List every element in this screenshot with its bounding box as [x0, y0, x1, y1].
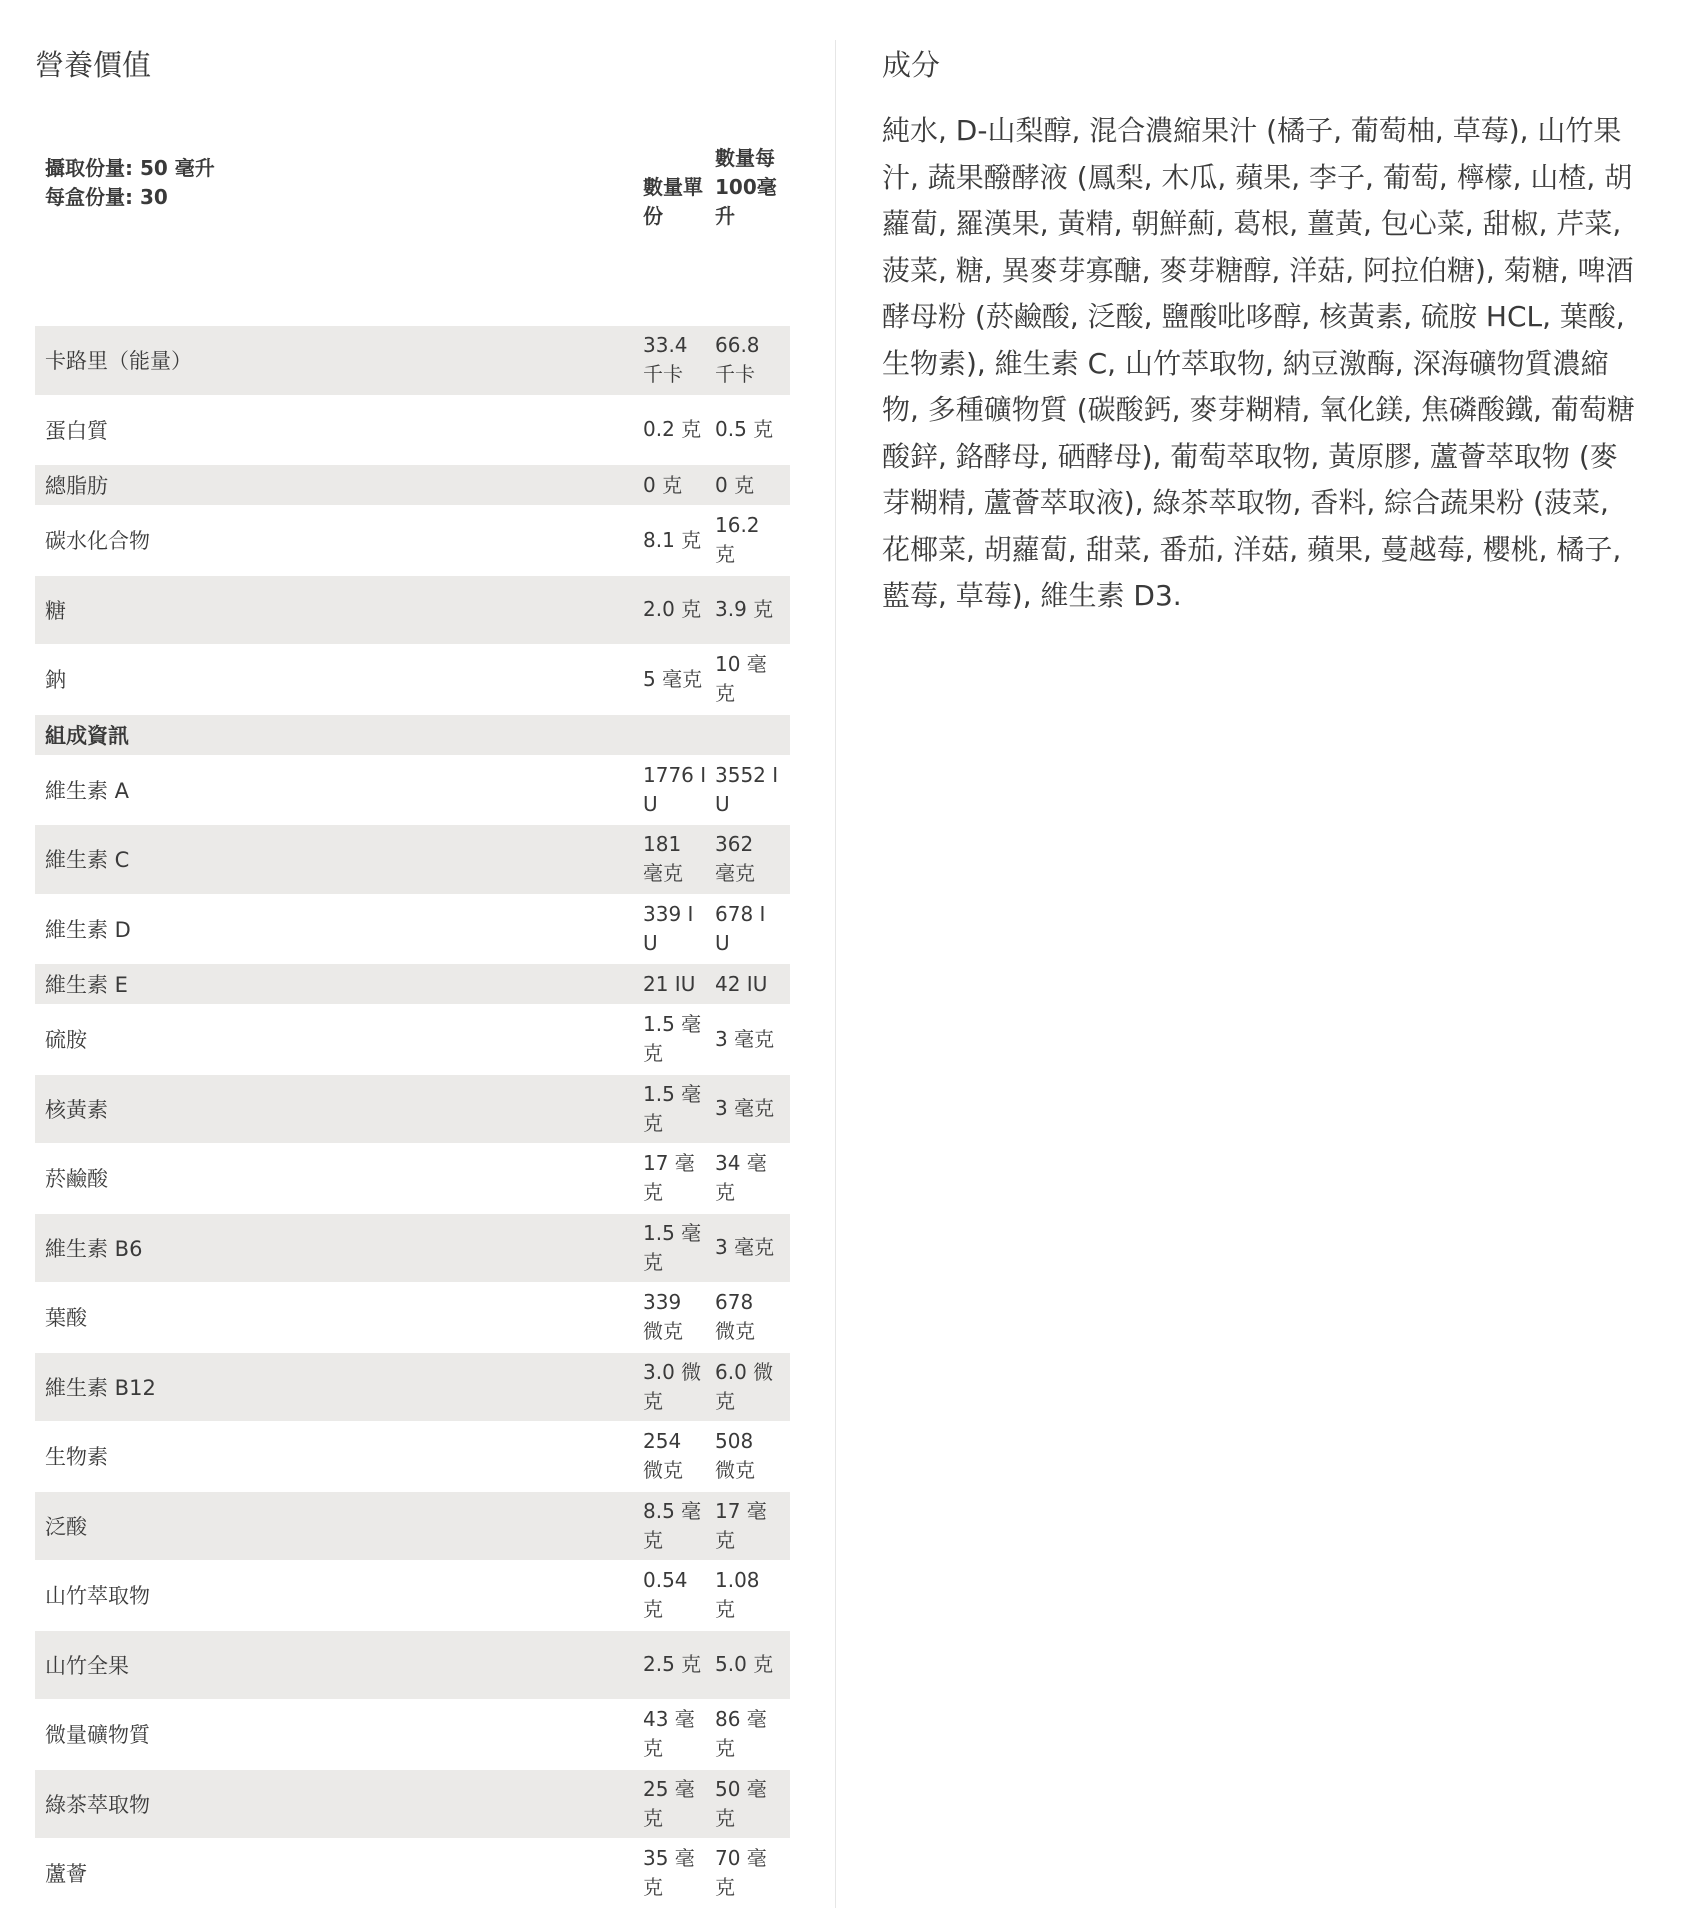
table-row [35, 1074, 790, 1144]
per-100ml-value: 3552 IU [715, 762, 779, 816]
per-serving-value: 8.5 毫克 [643, 1498, 702, 1552]
nutrient-name: 碳水化合物 [45, 529, 150, 554]
servings-per-box: 每盒份量: 30 [45, 185, 168, 209]
per-100ml-value: 3 毫克 [715, 1026, 775, 1051]
per-100ml-value: 1.08 克 [715, 1568, 760, 1622]
nutrient-name: 蘆薈 [45, 1862, 87, 1887]
per-serving-value: 3.0 微克 [643, 1359, 702, 1413]
per-serving-value: 1.5 毫克 [643, 1081, 702, 1135]
serving-size: 攝取份量: 50 毫升 [45, 156, 215, 180]
per-serving-value: 25 毫克 [643, 1776, 695, 1830]
table-row [35, 1491, 790, 1561]
per-serving-value: 17 毫克 [643, 1151, 695, 1205]
nutrient-name: 綠茶萃取物 [45, 1792, 150, 1817]
nutrient-name: 核黃素 [45, 1097, 108, 1122]
per-100ml-value: 678 微克 [715, 1290, 755, 1344]
table-row [35, 755, 790, 825]
table-row [35, 1838, 790, 1908]
table-row [35, 1769, 790, 1839]
per-serving-value: 0.2 克 [643, 417, 702, 442]
table-row [35, 894, 790, 964]
per-100ml-value: 3 毫克 [715, 1235, 775, 1260]
per-serving-value: 254 微克 [643, 1429, 683, 1483]
per-serving-value: 0.54 克 [643, 1568, 688, 1622]
per-100ml-value: 0 克 [715, 472, 755, 497]
per-100ml-value: 6.0 微克 [715, 1359, 774, 1413]
table-row [35, 1143, 790, 1213]
table-row [35, 575, 790, 645]
per-serving-value: 1.5 毫克 [643, 1012, 702, 1066]
table-row [35, 325, 790, 395]
nutrient-name: 菸鹼酸 [45, 1167, 108, 1192]
per-serving-value: 0 克 [643, 472, 683, 497]
table-row [35, 1213, 790, 1283]
per-serving-value: 2.0 克 [643, 597, 702, 622]
table-row [35, 1282, 790, 1352]
per-serving-value: 1.5 毫克 [643, 1220, 702, 1274]
table-row [35, 1004, 790, 1074]
per-100ml-value: 34 毫克 [715, 1151, 767, 1205]
table-row [35, 644, 790, 714]
table-row [35, 1630, 790, 1700]
per-100ml-value: 70 毫克 [715, 1846, 767, 1900]
nutrient-name: 鈉 [45, 668, 66, 693]
per-100ml-value: 66.8 千卡 [715, 333, 760, 387]
ingredients-text: 純水, D-山梨醇, 混合濃縮果汁 (橘子, 葡萄柚, 草莓), 山竹果汁, 蔬果醱酵液 (鳳梨, 木瓜, 蘋果, 李子, 葡萄, 檸檬, 山楂, 胡蘿蔔, 羅漢果, 黃精, 朝鮮薊, 葛根, 薑黃, 包心菜, 甜椒, 芹菜, 菠菜, 糖, 異麥芽寡醣, 麥芽糖醇, 洋菇, 阿拉伯糖), 菊糖, 啤酒酵母粉 (菸鹼酸, 泛酸, 鹽酸吡哆醇, 核黃素, 硫胺 HCL, 葉酸, 生物素), 維生素 C, 山竹萃取物, 納豆激酶, 深海礦物質濃縮物, 多種礦物質 (碳酸鈣, 麥芽糊精, 氧化鎂, 焦磷酸鐵, 葡萄糖酸鋅, 鉻酵母, 硒酵母), 葡萄萃取物, 黃原膠, 蘆薈萃取物 (麥芽糊精, 蘆薈萃取液), 綠茶萃取物, 香料, 綜合蔬果粉 (菠菜, 花椰菜, 胡蘿蔔, 甜菜, 番茄, 洋菇, 蘋果, 蔓越莓, 櫻桃, 橘子, 藍莓, 草莓), 維生素 D3. [882, 114, 1635, 612]
nutrient-name: 硫胺 [45, 1028, 87, 1053]
per-100ml-value: 86 毫克 [715, 1707, 767, 1761]
per-serving-value: 33.4 千卡 [643, 333, 688, 387]
nutrient-name: 泛酸 [45, 1514, 87, 1539]
nutrient-name: 維生素 B6 [45, 1236, 143, 1261]
per-100ml-value: 16.2 克 [715, 513, 760, 567]
table-row [35, 464, 790, 505]
per-100ml-value: 10 毫克 [715, 652, 767, 706]
nutrition-table-body [35, 325, 790, 1908]
per-serving-value: 8.1 克 [643, 527, 702, 552]
per-serving-value: 5 毫克 [643, 666, 703, 691]
per-serving-value: 35 毫克 [643, 1846, 695, 1900]
per-100ml-header: 數量每100毫升 [715, 146, 777, 228]
nutrient-name: 微量礦物質 [45, 1723, 150, 1748]
nutrient-name: 總脂肪 [45, 474, 108, 498]
nutrient-name: 山竹萃取物 [45, 1584, 150, 1609]
per-serving-value: 339 微克 [643, 1290, 683, 1344]
per-serving-value: 21 IU [643, 971, 696, 996]
per-serving-value: 43 毫克 [643, 1707, 695, 1761]
nutrient-name: 組成資訊 [45, 723, 129, 748]
table-row [35, 963, 790, 1004]
per-100ml-value: 50 毫克 [715, 1776, 767, 1830]
nutrient-name: 卡路里（能量） [45, 349, 192, 374]
nutrition-table-header [35, 132, 790, 325]
per-serving-value: 181 毫克 [643, 832, 683, 886]
per-100ml-value: 3 毫克 [715, 1096, 775, 1121]
nutrient-name: 蛋白質 [45, 418, 108, 443]
per-100ml-value: 42 IU [715, 971, 768, 996]
nutrient-name: 維生素 B12 [45, 1375, 156, 1400]
column-divider [835, 40, 836, 1908]
per-100ml-value: 5.0 克 [715, 1652, 774, 1677]
nutrient-name: 維生素 A [45, 778, 130, 803]
per-100ml-value: 3.9 克 [715, 597, 774, 622]
nutrient-name: 維生素 C [45, 848, 130, 873]
per-serving-value: 1776 IU [643, 762, 707, 816]
table-row [35, 824, 790, 894]
table-row [35, 714, 790, 755]
table-row [35, 505, 790, 575]
nutrient-name: 山竹全果 [45, 1653, 129, 1678]
per-100ml-value: 17 毫克 [715, 1498, 767, 1552]
per-100ml-value [715, 715, 787, 755]
table-row [35, 1560, 790, 1630]
per-serving-value: 339 IU [643, 901, 694, 955]
table-row [35, 395, 790, 465]
nutrition-section [35, 40, 790, 1908]
per-100ml-value: 362 毫克 [715, 832, 755, 886]
per-serving-value [643, 715, 715, 755]
per-serving-header: 數量單份 [643, 175, 703, 228]
nutrient-name: 維生素 E [45, 973, 128, 997]
nutrient-name: 生物素 [45, 1445, 108, 1470]
per-100ml-value: 0.5 克 [715, 417, 774, 442]
table-row [35, 1699, 790, 1769]
nutrient-name: 糖 [45, 598, 66, 623]
ingredients-title: 成分 [882, 48, 941, 82]
serving-info [35, 132, 643, 325]
per-100ml-value: 678 IU [715, 901, 766, 955]
nutrient-name: 葉酸 [45, 1306, 87, 1331]
nutrient-name: 維生素 D [45, 917, 131, 942]
nutrition-title: 營養價值 [35, 48, 152, 82]
per-serving-value: 2.5 克 [643, 1652, 702, 1677]
table-row [35, 1421, 790, 1491]
per-100ml-value: 508 微克 [715, 1429, 755, 1483]
table-row [35, 1352, 790, 1422]
ingredients-section [882, 40, 1642, 620]
